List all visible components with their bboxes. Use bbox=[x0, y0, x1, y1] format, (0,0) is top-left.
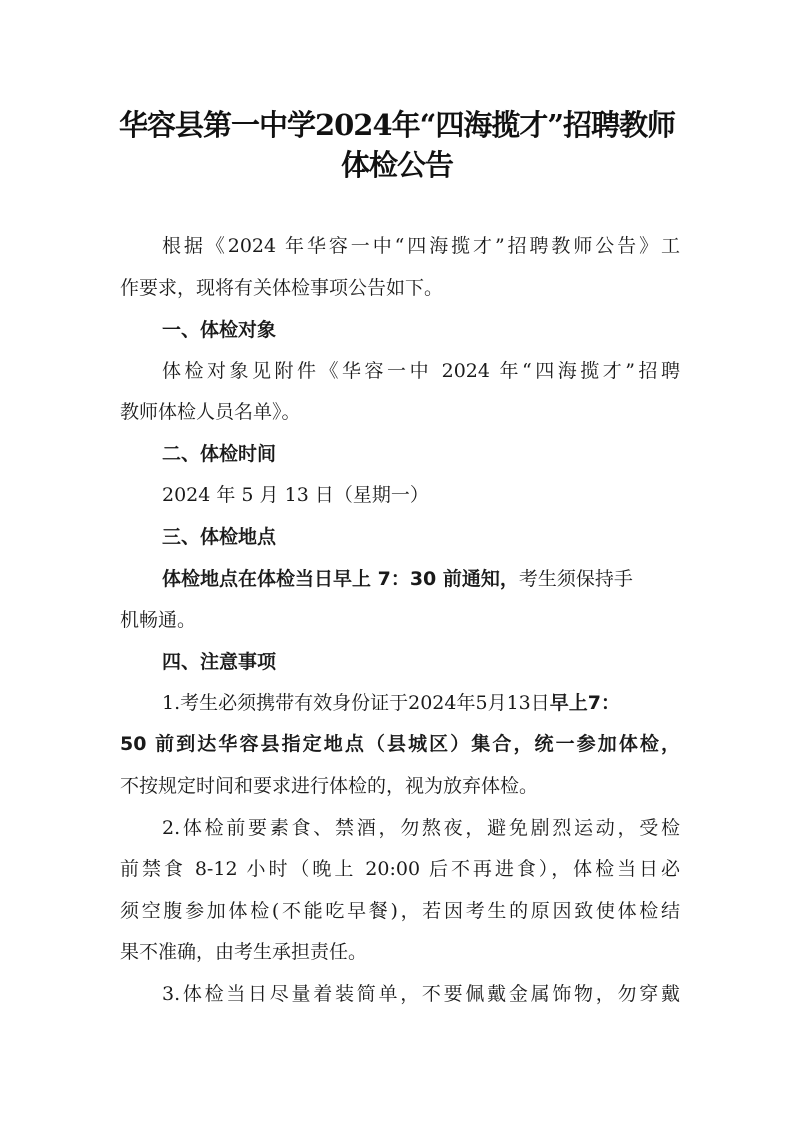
item-1-line-3: 不按规定时间和要求进行体检的，视为放弃体检。 bbox=[120, 775, 539, 797]
item-1-bold-text: 早上7： bbox=[549, 692, 620, 714]
section-3-bold-text: 体检地点在体检当日早上 7：30 前通知， bbox=[162, 568, 519, 590]
item-1-line-2: 50 前到达华容县指定地点（县城区）集合，统一参加体检， bbox=[120, 733, 680, 755]
section-1-line-2: 教师体检人员名单》。 bbox=[120, 401, 301, 423]
title-line-2: 体检公告 bbox=[340, 148, 453, 182]
section-3-line-1 bbox=[162, 566, 680, 592]
item-3-line-1: 3.体检当日尽量着装简单，不要佩戴金属饰物，勿穿戴 bbox=[162, 983, 680, 1005]
item-1-line-1 bbox=[162, 690, 680, 716]
section-3-normal-text: 考生须保持手 bbox=[518, 568, 633, 590]
title-line-1: 华容县第一中学2024年“四海揽才”招聘教师 bbox=[118, 108, 676, 142]
item-2-line-1: 2.体检前要素食、禁酒，勿熬夜，避免剧烈运动，受检 bbox=[162, 817, 680, 839]
section-2-heading: 二、体检时间 bbox=[162, 443, 277, 465]
item-2-line-2: 前禁食 8-12 小时（晚上 20:00 后不再进食），体检当日必 bbox=[120, 858, 680, 880]
item-2-line-4: 果不准确，由考生承担责任。 bbox=[120, 941, 368, 963]
section-1-heading: 一、体检对象 bbox=[162, 319, 277, 341]
section-4-heading: 四、注意事项 bbox=[162, 651, 277, 673]
section-2-date: 2024 年 5 月 13 日（星期一） bbox=[162, 484, 429, 506]
section-1-line-1: 体检对象见附件《华容一中 2024 年“四海揽才”招聘 bbox=[162, 360, 680, 382]
intro-line-1: 根据《2024 年华容一中“四海揽才”招聘教师公告》工 bbox=[162, 235, 680, 257]
section-3-line-2: 机畅通。 bbox=[120, 609, 197, 631]
intro-line-2: 作要求，现将有关体检事项公告如下。 bbox=[120, 277, 444, 299]
item-2-line-3: 须空腹参加体检(不能吃早餐)，若因考生的原因致使体检结 bbox=[120, 900, 680, 922]
section-3-heading: 三、体检地点 bbox=[162, 526, 277, 548]
item-1-normal-text: 1.考生必须携带有效身份证于2024年5月13日 bbox=[162, 692, 550, 714]
